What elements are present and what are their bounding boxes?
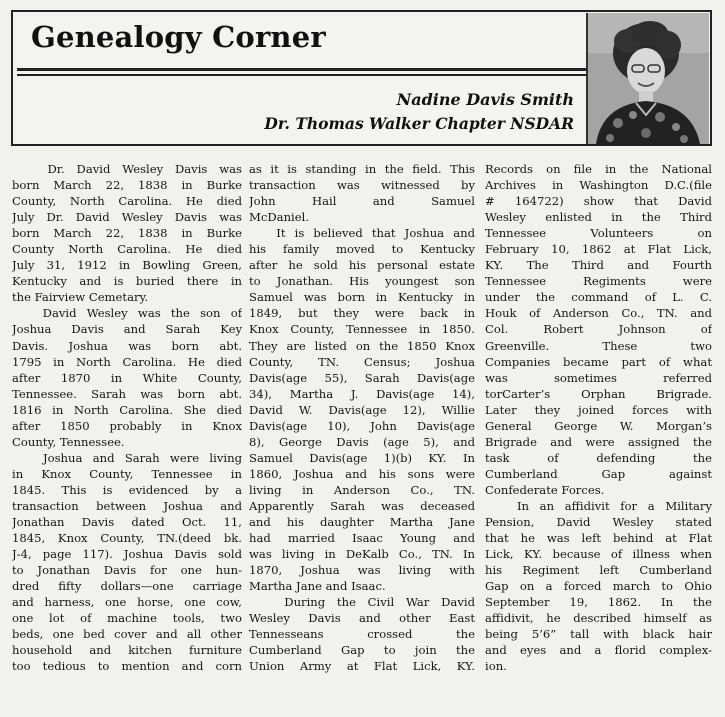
article-column-1 — [12, 161, 242, 675]
article-text-line: 1845, Knox County, TN.(deed bk. — [12, 531, 242, 546]
article-text-line: 1795 in North Carolina. He died — [12, 354, 242, 369]
article-text-line: 1870, Joshua was living with — [249, 563, 475, 578]
article-text-line: July 31, 1912 in Bowling Green, — [12, 258, 242, 273]
article-text-line: Wesley enlisted in the Third — [485, 210, 712, 225]
article-text-line: John Hail and Samuel — [249, 194, 475, 209]
article-text-line: David W. Davis(age 12), Willie — [249, 402, 475, 417]
article-text-line: Houk of Anderson Co., TN. and — [485, 306, 712, 321]
article-text-line: They are listed on the 1850 Knox — [249, 338, 475, 353]
author-photo — [586, 13, 709, 144]
article-text-line: Samuel Davis(age 1)(b) KY. In — [249, 450, 475, 465]
title-rule-thick — [17, 68, 589, 71]
article-text-line: under the command of L. C. — [485, 290, 712, 305]
article-text-line: 8), George Davis (age 5), and — [249, 434, 475, 449]
article-text-line: his Regiment left Cumberland — [485, 563, 712, 578]
article-text-line: to Jonathan Davis for one hun- — [12, 563, 242, 578]
article-text-line: Jonathan Davis dated Oct. 11, — [12, 515, 242, 530]
article-text-line: It is believed that Joshua and — [249, 226, 475, 241]
article-text-line: dred fifty dollars—one carriage — [12, 579, 242, 594]
article-text-line: Cumberland Gap against — [485, 466, 712, 481]
article-text-line: Joshua and Sarah were living — [12, 450, 242, 465]
article-text-line: Companies became part of what — [485, 354, 712, 369]
article-text-line: torCarter’s Orphan Brigrade. — [485, 386, 712, 401]
article-text-line: Gap on a forced march to Ohio — [485, 579, 712, 594]
article-text-line: and his daughter Martha Jane — [249, 515, 475, 530]
article-text-line: Martha Jane and Isaac. — [249, 579, 386, 594]
article-text-line: County, Tennessee. — [12, 434, 125, 449]
article-text-line: David Wesley was the son of — [12, 306, 242, 321]
article-text-line: General George W. Morgan’s — [485, 418, 712, 433]
article-text-line: Davis(age 10), John Davis(age — [249, 418, 475, 433]
article-text-line: Pension, David Wesley stated — [485, 515, 712, 530]
article-text-line: Davis(age 55), Sarah Davis(age — [249, 370, 475, 385]
article-text-line: Confederate Forces. — [485, 482, 605, 497]
article-text-line: that he was left behind at Flat — [485, 531, 712, 546]
article-text-line: born March 22, 1838 in Burke — [12, 178, 242, 193]
article-text-line: Tennesseans crossed the — [249, 627, 475, 642]
article-text-line: one lot of machine tools, two — [12, 611, 242, 626]
author-byline: Nadine Davis Smith — [396, 90, 574, 109]
column-header — [11, 10, 712, 146]
article-text-line: Later they joined forces with — [485, 402, 712, 417]
article-text-line: beds, one bed cover and all other — [12, 627, 242, 642]
article-text-line: Lick, KY. because of illness when — [485, 547, 712, 562]
article-text-line: transaction between Joshua and — [12, 498, 242, 513]
article-text-line: In an affidivit for a Military — [485, 498, 712, 513]
article-text-line: Archives in Washington D.C.(file — [485, 178, 712, 193]
article-text-line: County North Carolina. He died — [12, 242, 242, 257]
article-text-line: Kentucky and is buried there in — [12, 274, 242, 289]
article-text-line: J-4, page 117). Joshua Davis sold — [12, 547, 242, 562]
article-text-line: 34), Martha J. Davis(age 14), — [249, 386, 475, 401]
article-text-line: task of defending the — [485, 450, 712, 465]
article-text-line: and harness, one horse, one cow, — [12, 595, 242, 610]
article-text-line: Union Army at Flat Lick, KY. — [249, 659, 475, 674]
article-text-line: During the Civil War David — [249, 595, 475, 610]
article-column-2 — [249, 161, 475, 675]
article-text-line: transaction was witnessed by — [249, 178, 475, 193]
article-text-line: Brigrade and were assigned the — [485, 434, 712, 449]
article-text-line: February 10, 1862 at Flat Lick, — [485, 242, 712, 257]
article-text-line: being 5’6” tall with black hair — [485, 627, 712, 642]
article-text-line: Knox County, Tennessee in 1850. — [249, 322, 475, 337]
article-text-line: Cumberland Gap to join the — [249, 643, 475, 658]
article-text-line: the Fairview Cemetary. — [12, 290, 149, 305]
article-text-line: 1816 in North Carolina. She died — [12, 402, 242, 417]
article-text-line: as it is standing in the field. This — [249, 162, 475, 176]
article-text-line: County, TN. Census; Joshua — [249, 354, 475, 369]
article-text-line: McDaniel. — [249, 210, 310, 225]
article-text-line: 1845. This is evidenced by a — [12, 482, 242, 497]
article-text-line: living in Anderson Co., TN. — [249, 482, 475, 497]
article-text-line: 1849, but they were back in — [249, 306, 475, 321]
article-text-line: Wesley Davis and other East — [249, 611, 475, 626]
article-text-line: after 1850 probably in Knox — [12, 418, 242, 433]
article-text-line: Apparently Sarah was deceased — [249, 498, 475, 513]
article-text-line: born March 22, 1838 in Burke — [12, 226, 242, 241]
article-text-line: Greenville. These two — [485, 338, 712, 353]
article-text-line: after he sold his personal estate — [249, 258, 475, 273]
article-column-3 — [485, 161, 712, 675]
article-text-line: too tedious to mention and corn — [12, 659, 242, 674]
article-text-line: Tennessee Regiments were — [485, 274, 712, 289]
article-text-line: KY. The Third and Fourth — [485, 258, 712, 273]
article-text-line: County, North Carolina. He died — [12, 194, 242, 209]
article-text-line: Joshua Davis and Sarah Key — [12, 322, 242, 337]
article-text-line: Dr. David Wesley Davis was — [12, 162, 242, 176]
article-text-line: his family moved to Kentucky — [249, 242, 475, 257]
article-text-line: Davis. Joshua was born abt. — [12, 338, 242, 353]
article-text-line: household and kitchen furniture — [12, 643, 242, 658]
article-text-line: to Jonathan. His youngest son — [249, 274, 475, 289]
article-text-line: ion. — [485, 659, 507, 674]
article-text-line: Col. Robert Johnson of — [485, 322, 712, 337]
article-text-line: Tennessee. Sarah was born abt. — [12, 386, 242, 401]
article-text-line: July Dr. David Wesley Davis was — [12, 210, 242, 225]
article-text-line: # 164722) show that David — [485, 194, 712, 209]
article-text-line: after 1870 in White County, — [12, 370, 242, 385]
column-title: Genealogy Corner — [31, 20, 326, 54]
article-text-line: and eyes and a florid complex- — [485, 643, 712, 658]
article-text-line: had married Isaac Young and — [249, 531, 475, 546]
article-text-line: 1860, Joshua and his sons were — [249, 466, 475, 481]
article-text-line: September 19, 1862. In the — [485, 595, 712, 610]
chapter-byline: Dr. Thomas Walker Chapter NSDAR — [264, 114, 574, 133]
article-text-line: affidivit, he described himself as — [485, 611, 712, 626]
article-text-line: Records on file in the National — [485, 162, 712, 176]
article-text-line: Tennessee Volunteers on — [485, 226, 712, 241]
article-text-line: Samuel was born in Kentucky in — [249, 290, 475, 305]
article-text-line: in Knox County, Tennessee in — [12, 466, 242, 481]
article-text-line: was living in DeKalb Co., TN. In — [249, 547, 475, 562]
article-text-line: was sometimes referred — [485, 370, 712, 385]
title-rule-thin — [17, 74, 589, 76]
